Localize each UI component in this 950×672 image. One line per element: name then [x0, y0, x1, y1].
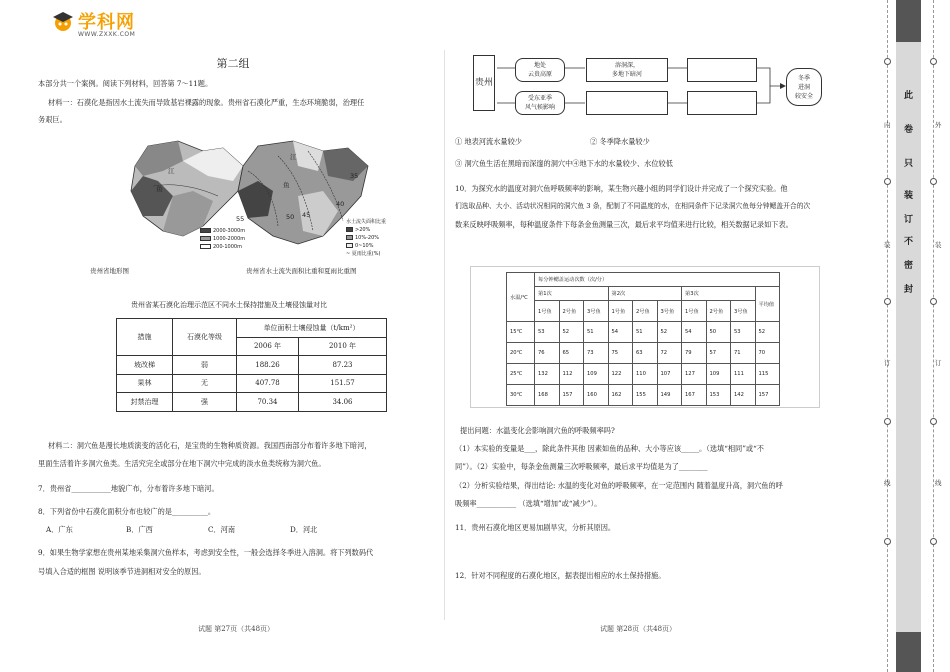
value-cell: 52: [559, 322, 584, 343]
question-prompt: 提出问题：水温变化会影响洞穴鱼的呼吸频率吗?: [460, 426, 615, 435]
value-cell: 70: [755, 343, 780, 364]
temp-cell: 15℃: [507, 322, 535, 343]
legend-item: 1000-2000m: [213, 236, 246, 242]
value-cell: 153: [706, 385, 731, 406]
header-fish: 3号鱼: [731, 301, 756, 322]
table-row: [507, 322, 780, 343]
header-fish: 2号鱼: [559, 301, 584, 322]
header-main: 每分钟鳃盖运动次数（次/分）: [535, 273, 780, 287]
value-cell: 111: [731, 364, 756, 385]
isoline-label: 45: [302, 211, 311, 219]
binding-hole: [930, 418, 937, 425]
map2-legend: 水土流失面积比重 >20% 10%-20% 0~10% ~ 夏雨比重(%): [346, 219, 387, 257]
cell: 34.06: [299, 393, 387, 412]
value-cell: 73: [584, 343, 609, 364]
header-trial: 第2次: [608, 287, 682, 301]
question-10-cont: 数来反映呼吸频率，每种温度条件下每条金鱼测量三次，最后求平均值来进行比较，相关数据记录如下表。: [455, 220, 793, 229]
material2-text-cont: 里面生活着许多洞穴鱼类。生活究完全或部分在地下洞穴中完成的淡水鱼类统称为洞穴鱼。: [38, 459, 326, 468]
option-3-4: ③ 洞穴鱼生活在黑暗而深邃的洞穴中④地下水的水量较少、水位较低: [455, 159, 673, 168]
value-cell: 72: [657, 343, 682, 364]
cell: 坡改梯: [117, 356, 173, 375]
header-fish: 2号鱼: [633, 301, 658, 322]
question-10-1-cont: 同”）。（2）实验中，每条金鱼测量三次呼吸频率，最后求平均值是为了________: [455, 462, 708, 471]
binding-hole: [930, 298, 937, 305]
strip-label: 装: [884, 241, 891, 249]
material1-text-cont: 务艰巨。: [38, 115, 67, 124]
map2-caption: 贵州省水土流失面积比重和夏雨比重图: [246, 267, 357, 275]
left-page: [28, 0, 438, 672]
strip-label: 内: [884, 121, 891, 129]
value-cell: 149: [657, 385, 682, 406]
strip-label: 订: [884, 359, 891, 367]
table-row: [507, 364, 780, 385]
temp-cell: 30℃: [507, 385, 535, 406]
seal-char: 此: [903, 91, 913, 101]
question-10-cont: 们选取品种、大小、活动状况相同的洞穴鱼 3 条，配制了不同温度的水，在相同条件下记录洞穴鱼每分钟鳃盖开合的次: [455, 202, 811, 210]
binding-hole: [884, 298, 891, 305]
header-average: 平均值: [755, 287, 780, 322]
isoline-label: 55: [236, 215, 245, 223]
header-year: 2006 年: [237, 337, 299, 356]
strip-label: 线: [884, 479, 891, 487]
table-row: [117, 393, 387, 412]
value-cell: 53: [535, 322, 560, 343]
seal-char: 装: [903, 191, 913, 201]
cell: 151.57: [299, 374, 387, 393]
question-10: 10．为探究水的温度对洞穴鱼呼吸频率的影响，某生物兴趣小组的同学们设计并完成了一个探究实验。他: [455, 184, 788, 193]
header-year: 2010 年: [299, 337, 387, 356]
option-d: D．河北: [290, 525, 318, 534]
binding-hole: [884, 178, 891, 185]
isoline-label: 40: [336, 200, 345, 208]
question-8: 8．下列省份中石漠化面积分布也较广的是__________。: [38, 507, 216, 516]
value-cell: 75: [608, 343, 633, 364]
value-cell: 76: [535, 343, 560, 364]
map1-label-river: 江: [168, 167, 175, 175]
cell: 407.78: [237, 374, 299, 393]
value-cell: 167: [682, 385, 707, 406]
value-cell: 109: [584, 364, 609, 385]
question-10-2-cont: 吸频率___________ （选填“增加”或“减少”）。: [455, 499, 602, 508]
temp-cell: 20℃: [507, 343, 535, 364]
value-cell: 57: [706, 343, 731, 364]
logo-url: WWW.ZXXK.COM: [78, 31, 136, 38]
cell: 无: [173, 374, 237, 393]
value-cell: 122: [608, 364, 633, 385]
seal-char: 封: [903, 285, 913, 295]
material2-text: 材料二：洞穴鱼是漫长地质演变的活化石，是宝贵的生物种质资源。我国西南部分布着许多地下暗河，: [48, 441, 372, 450]
value-cell: 51: [633, 322, 658, 343]
binding-hole: [930, 58, 937, 65]
option-c: C．河南: [208, 525, 236, 534]
inner-cut-line: [887, 0, 888, 672]
value-cell: 53: [731, 322, 756, 343]
page-footer: 试题 第28页（共48页）: [600, 625, 677, 633]
binding-band-bottom: [896, 632, 921, 672]
breathing-table: [506, 272, 780, 406]
isoline-label: 50: [286, 213, 295, 221]
map2-label-river: 江: [290, 153, 297, 161]
table-row: [507, 385, 780, 406]
table-title: 贵州省某石漠化治理示范区不同水土保持措施及土壤侵蚀量对比: [131, 301, 327, 309]
map1-label-fish: 鱼: [156, 185, 163, 193]
flow-box-caves: 溶洞深， 多地下暗河: [586, 58, 668, 82]
header-level: 石漠化等级: [173, 319, 237, 356]
value-cell: 157: [559, 385, 584, 406]
binding-hole: [884, 58, 891, 65]
binding-hole: [884, 538, 891, 545]
header-erosion: 单位面积土壤侵蚀量（t/km²）: [237, 319, 387, 338]
cell: 188.26: [237, 356, 299, 375]
page-title: 第二组: [216, 57, 250, 70]
flow-answer-box: [687, 58, 757, 82]
table-row: [117, 356, 387, 375]
flow-box-monsoon: 受东亚季 风气候影响: [515, 91, 565, 115]
binding-hole: [884, 418, 891, 425]
binding-hole: [930, 538, 937, 545]
legend-item: 2000-3000m: [213, 228, 246, 234]
flow-province-box: 贵州: [473, 55, 495, 111]
strip-label: 线: [935, 479, 942, 487]
question-9: 9．如果生物学家想在贵州某地采集洞穴鱼样本，考虑到安全性，一般会选择冬季进入溶洞。将下列数码代: [38, 548, 374, 557]
legend-item: 200-1000m: [213, 244, 242, 250]
temp-cell: 25℃: [507, 364, 535, 385]
table-row: [507, 343, 780, 364]
header-fish: 3号鱼: [657, 301, 682, 322]
flow-result-box: 冬季 进洞 较安全: [786, 68, 822, 106]
value-cell: 109: [706, 364, 731, 385]
header-fish: 3号鱼: [584, 301, 609, 322]
cell: 87.23: [299, 356, 387, 375]
map2-label-fish: 鱼: [283, 181, 290, 189]
option-2: ② 冬季降水量较少: [590, 137, 650, 146]
logo-brand: 学科网: [78, 12, 135, 33]
material1-text: 材料一：石漠化是指因水土流失而导致基岩裸露的现象。贵州省石漠化严重，生态环境脆弱，治理任: [48, 98, 365, 107]
legend-item: 10%-20%: [355, 235, 380, 241]
value-cell: 110: [633, 364, 658, 385]
value-cell: 71: [731, 343, 756, 364]
value-cell: 65: [559, 343, 584, 364]
value-cell: 107: [657, 364, 682, 385]
value-cell: 162: [608, 385, 633, 406]
seal-char: 不: [903, 237, 913, 247]
legend-title: 水土流失面积比重: [346, 219, 387, 225]
value-cell: 54: [608, 322, 633, 343]
value-cell: 51: [584, 322, 609, 343]
flow-answer-box: [687, 91, 757, 115]
cell: 弱: [173, 356, 237, 375]
strip-label: 装: [935, 241, 942, 249]
question-12: 12．针对不同程度的石漠化地区，据表提出相应的水土保持措施。: [455, 571, 666, 580]
erosion-table: [116, 318, 387, 412]
cell: 封禁治理: [117, 393, 173, 412]
intro-text: 本部分共一个案例。阅读下列材料，回答第 7～11题。: [38, 79, 213, 88]
question-10-2: （2）分析实验结果，得出结论: 水温的变化对鱼的呼吸频率，在一定范围内 随着温度升高，洞穴鱼的呼: [455, 481, 783, 490]
question-11: 11．贵州石漠化地区更易加剧旱灾，分析其原因。: [455, 523, 616, 532]
header-trial: 第3次: [682, 287, 756, 301]
page-divider: [444, 50, 445, 620]
question-10-1: （1）本实验的变量是___，除此条件其他 因素如鱼的品种、大小等应该_____。（选填“相同”或“不: [455, 444, 764, 453]
seal-char: 密: [903, 261, 913, 271]
isoline-label: 35: [350, 172, 359, 180]
option-1: ① 地表河流水量较少: [455, 137, 522, 146]
header-fish: 1号鱼: [682, 301, 707, 322]
legend-item: 夏雨比重(%): [351, 251, 381, 257]
strip-label: 订: [935, 359, 942, 367]
map1-caption: 贵州省地形图: [90, 267, 129, 275]
value-cell: 142: [731, 385, 756, 406]
header-measure: 措施: [117, 319, 173, 356]
strip-label: 外: [935, 121, 942, 129]
flow-box-plateau: 地处 云贵高原: [515, 58, 565, 82]
table-row: [117, 374, 387, 393]
binding-hole: [930, 178, 937, 185]
header-fish: 2号鱼: [706, 301, 731, 322]
outer-cut-line: [933, 0, 934, 672]
value-cell: 52: [657, 322, 682, 343]
value-cell: 157: [755, 385, 780, 406]
value-cell: 112: [559, 364, 584, 385]
value-cell: 79: [682, 343, 707, 364]
cell: 强: [173, 393, 237, 412]
cell: 70.34: [237, 393, 299, 412]
option-b: B．广西: [126, 525, 153, 534]
header-fish: 1号鱼: [535, 301, 560, 322]
value-cell: 132: [535, 364, 560, 385]
seal-char: 订: [903, 215, 913, 225]
flow-answer-box: [586, 91, 668, 115]
value-cell: 63: [633, 343, 658, 364]
value-cell: 52: [755, 322, 780, 343]
header-trial: 第1次: [535, 287, 609, 301]
seal-char: 只: [903, 159, 913, 169]
value-cell: 127: [682, 364, 707, 385]
value-cell: 160: [584, 385, 609, 406]
question-7: 7．贵州省___________地貌广布，分布着许多地下暗河。: [38, 484, 219, 493]
legend-item: 0~10%: [355, 243, 374, 249]
value-cell: 54: [682, 322, 707, 343]
value-cell: 168: [535, 385, 560, 406]
question-9-cont: 号填入合适的框图 说明该季节进洞相对安全的原因。: [38, 567, 206, 576]
seal-char: 卷: [903, 125, 913, 135]
value-cell: 50: [706, 322, 731, 343]
value-cell: 115: [755, 364, 780, 385]
header-fish: 1号鱼: [608, 301, 633, 322]
value-cell: 155: [633, 385, 658, 406]
option-a: A．广东: [46, 525, 73, 534]
legend-item: >20%: [355, 227, 371, 233]
cell: 果林: [117, 374, 173, 393]
header-temp: 水温/℃: [507, 273, 535, 322]
binding-band-top: [896, 0, 921, 42]
page-footer: 试题 第27页（共48页）: [198, 625, 275, 633]
